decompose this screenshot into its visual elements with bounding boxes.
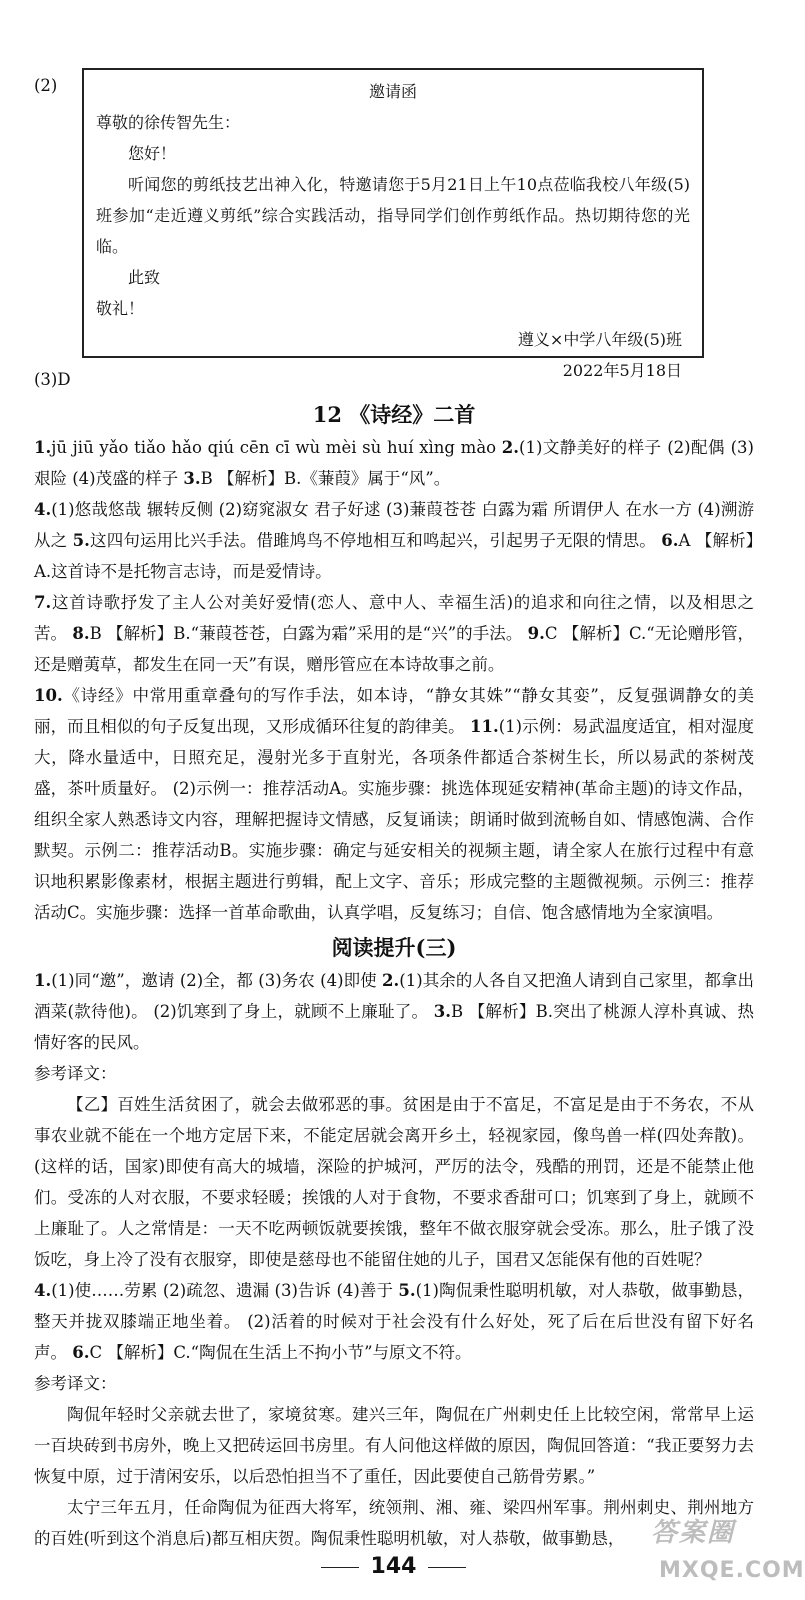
- answer-4-6: 4.(1)悠哉悠哉 辗转反侧 (2)窈窕淑女 君子好逑 (3)蒹葭苍苍 白露为霜 所谓伊人 在水一方 (4)溯游从之 5.这四句运用比兴手法。借雎鸠鸟不停地相互和鸣起兴，引起男子无限的情思。 6.A 【解析】A.这首诗不是托物言志诗，而是爱情诗。: [34, 500, 754, 581]
- answer-7-9: 7.这首诗歌抒发了主人公对美好爱情(恋人、意中人、幸福生活)的追求和向往之情，以及相思之苦。 8.B 【解析】B.“蒹葭苍苍，白露为霜”采用的是“兴”的手法。 9.C 【解析】C.“无论赠彤管，还是赠荑草，都发生在同一天”有误，赠彤管应在本诗故事之前。: [34, 593, 754, 674]
- reference-translation-label-1: 参考译文：: [34, 1064, 117, 1083]
- reference-translation-1: 【乙】百姓生活贫困了，就会去做邪恶的事。贫困是由于不富足，不富足是由于不务农，不从事农业就不能在一个地方定居下来，不能定居就会离开乡土，轻视家园，像鸟兽一样(四处奔散)。(这样的话，国家)即使有高大的城墙，深险的护城河，严厉的法令，残酷的刑罚，还是不能禁止他们。受冻的人对衣服，不要求轻暖；挨饿的人对于食物，不要求香甜可口；饥寒到了身上，就顾不上廉耻了。人之常情是：一天不吃两顿饭就要挨饿，整年不做衣服穿就会受冻。那么，肚子饿了没饭吃，身上冷了没有衣服穿，即使是慈母也不能留住她的儿子，国君又怎能保有他的百姓呢？: [34, 1095, 754, 1269]
- letter-greeting: 您好！: [128, 144, 177, 163]
- reading-answer-1-3: 1.(1)同“邀”，邀请 (2)全，都 (3)务农 (4)即使 2.(1)其余的人各自又把渔人请到自己家里，都拿出酒菜(款待他)。 (2)饥寒到了身上，就顾不上廉耻了。 3.B 【解析】B.突出了桃源人淳朴真诚、热情好客的民风。: [34, 971, 754, 1052]
- section-12-title: 12 《诗经》二首: [312, 402, 476, 427]
- reference-translation-3: 太宁三年五月，任命陶侃为征西大将军，统领荆、湘、雍、梁四州军事。荆州刺史、荆州地方的百姓(听到这个消息后)都互相庆贺。陶侃秉性聪明机敏，对人恭敬，做事勤恳，: [34, 1498, 754, 1548]
- section-12-block: [34, 364, 754, 1554]
- reading-3-title: 阅读提升(三): [331, 935, 457, 960]
- answer-10-11: 10.《诗经》中常用重章叠句的写作手法，如本诗，“静女其姝”“静女其娈”，反复强调静女的美丽，而且相似的句子反复出现，又形成循环往复的韵律美。 11.(1)示例：易武温度适宜，相对湿度大，降水量适中，日照充足，漫射光多于直射光，各项条件都适合茶树生长，所以易武的茶树茂盛，茶叶质量好。 (2)示例一：推荐活动A。实施步骤：挑选体现延安精神(革命主题)的诗文作品，组织全家人熟悉诗文内容，理解把握诗文情感，反复诵读；朗诵时做到流畅自如、情感饱满、合作默契。示例二：推荐活动B。实施步骤：确定与延安相关的视频主题，请全家人在旅行过程中有意识地积累影像素材，根据主题进行剪辑，配上文字、音乐；形成完整的主题微视频。示例三：推荐活动C。实施步骤：选择一首革命歌曲，认真学唱，反复练习；自信、饱含感情地为全家演唱。: [34, 686, 754, 922]
- letter-date: 2022年5月18日: [562, 361, 682, 380]
- answer-1-3: 1.jū jiū yǎo tiǎo hǎo qiú cēn cī wù mèi sù huí xìng mào 2.(1)文静美好的样子 (2)配偶 (3)艰险 (4)茂盛的样子 3.B 【解析】B.《蒹葭》属于“风”。: [34, 438, 754, 488]
- page-number: 144: [0, 1554, 787, 1579]
- letter-body: 听闻您的剪纸技艺出神入化，特邀请您于5月21日上午10点莅临我校八年级(5)班参加“走近遵义剪纸”综合实践活动，指导同学们创作剪纸作品。热切期待您的光临。: [96, 175, 690, 256]
- reference-translation-2: 陶侃年轻时父亲就去世了，家境贫寒。建兴三年，陶侃在广州刺史任上比较空闲，常常早上运一百块砖到书房外，晚上又把砖运回书房里。有人问他这样做的原因，陶侃回答道：“我正要努力去恢复中原，过于清闲安乐，以后恐怕担当不了重任，因此要使自己筋骨劳累。”: [34, 1405, 754, 1486]
- part3-answer: (3)D: [34, 370, 71, 389]
- reference-translation-label-2: 参考译文：: [34, 1374, 117, 1393]
- watermark-logo: 答案圈 MXQE.COM: [651, 1518, 805, 1583]
- letter-closing-2: 敬礼！: [96, 299, 145, 318]
- letter-salutation: 尊敬的徐传智先生：: [96, 113, 241, 132]
- letter-title: 邀请函: [368, 82, 417, 101]
- letter-sender: 遵义×中学八年级(5)班: [517, 330, 682, 349]
- reading-answer-4-6: 4.(1)使……劳累 (2)疏忽、遗漏 (3)告诉 (4)善于 5.(1)陶侃秉性聪明机敏，对人恭敬，做事勤恳，整天并拢双膝端正地坐着。 (2)活着的时候对于社会没有什么好处，死了后在后世没有留下好名声。 6.C 【解析】C.“陶侃在生活上不拘小节”与原文不符。: [34, 1281, 755, 1362]
- letter-closing-1: 此致: [128, 268, 161, 287]
- part2-label: (2): [34, 76, 58, 95]
- invitation-letter-box: [82, 68, 704, 380]
